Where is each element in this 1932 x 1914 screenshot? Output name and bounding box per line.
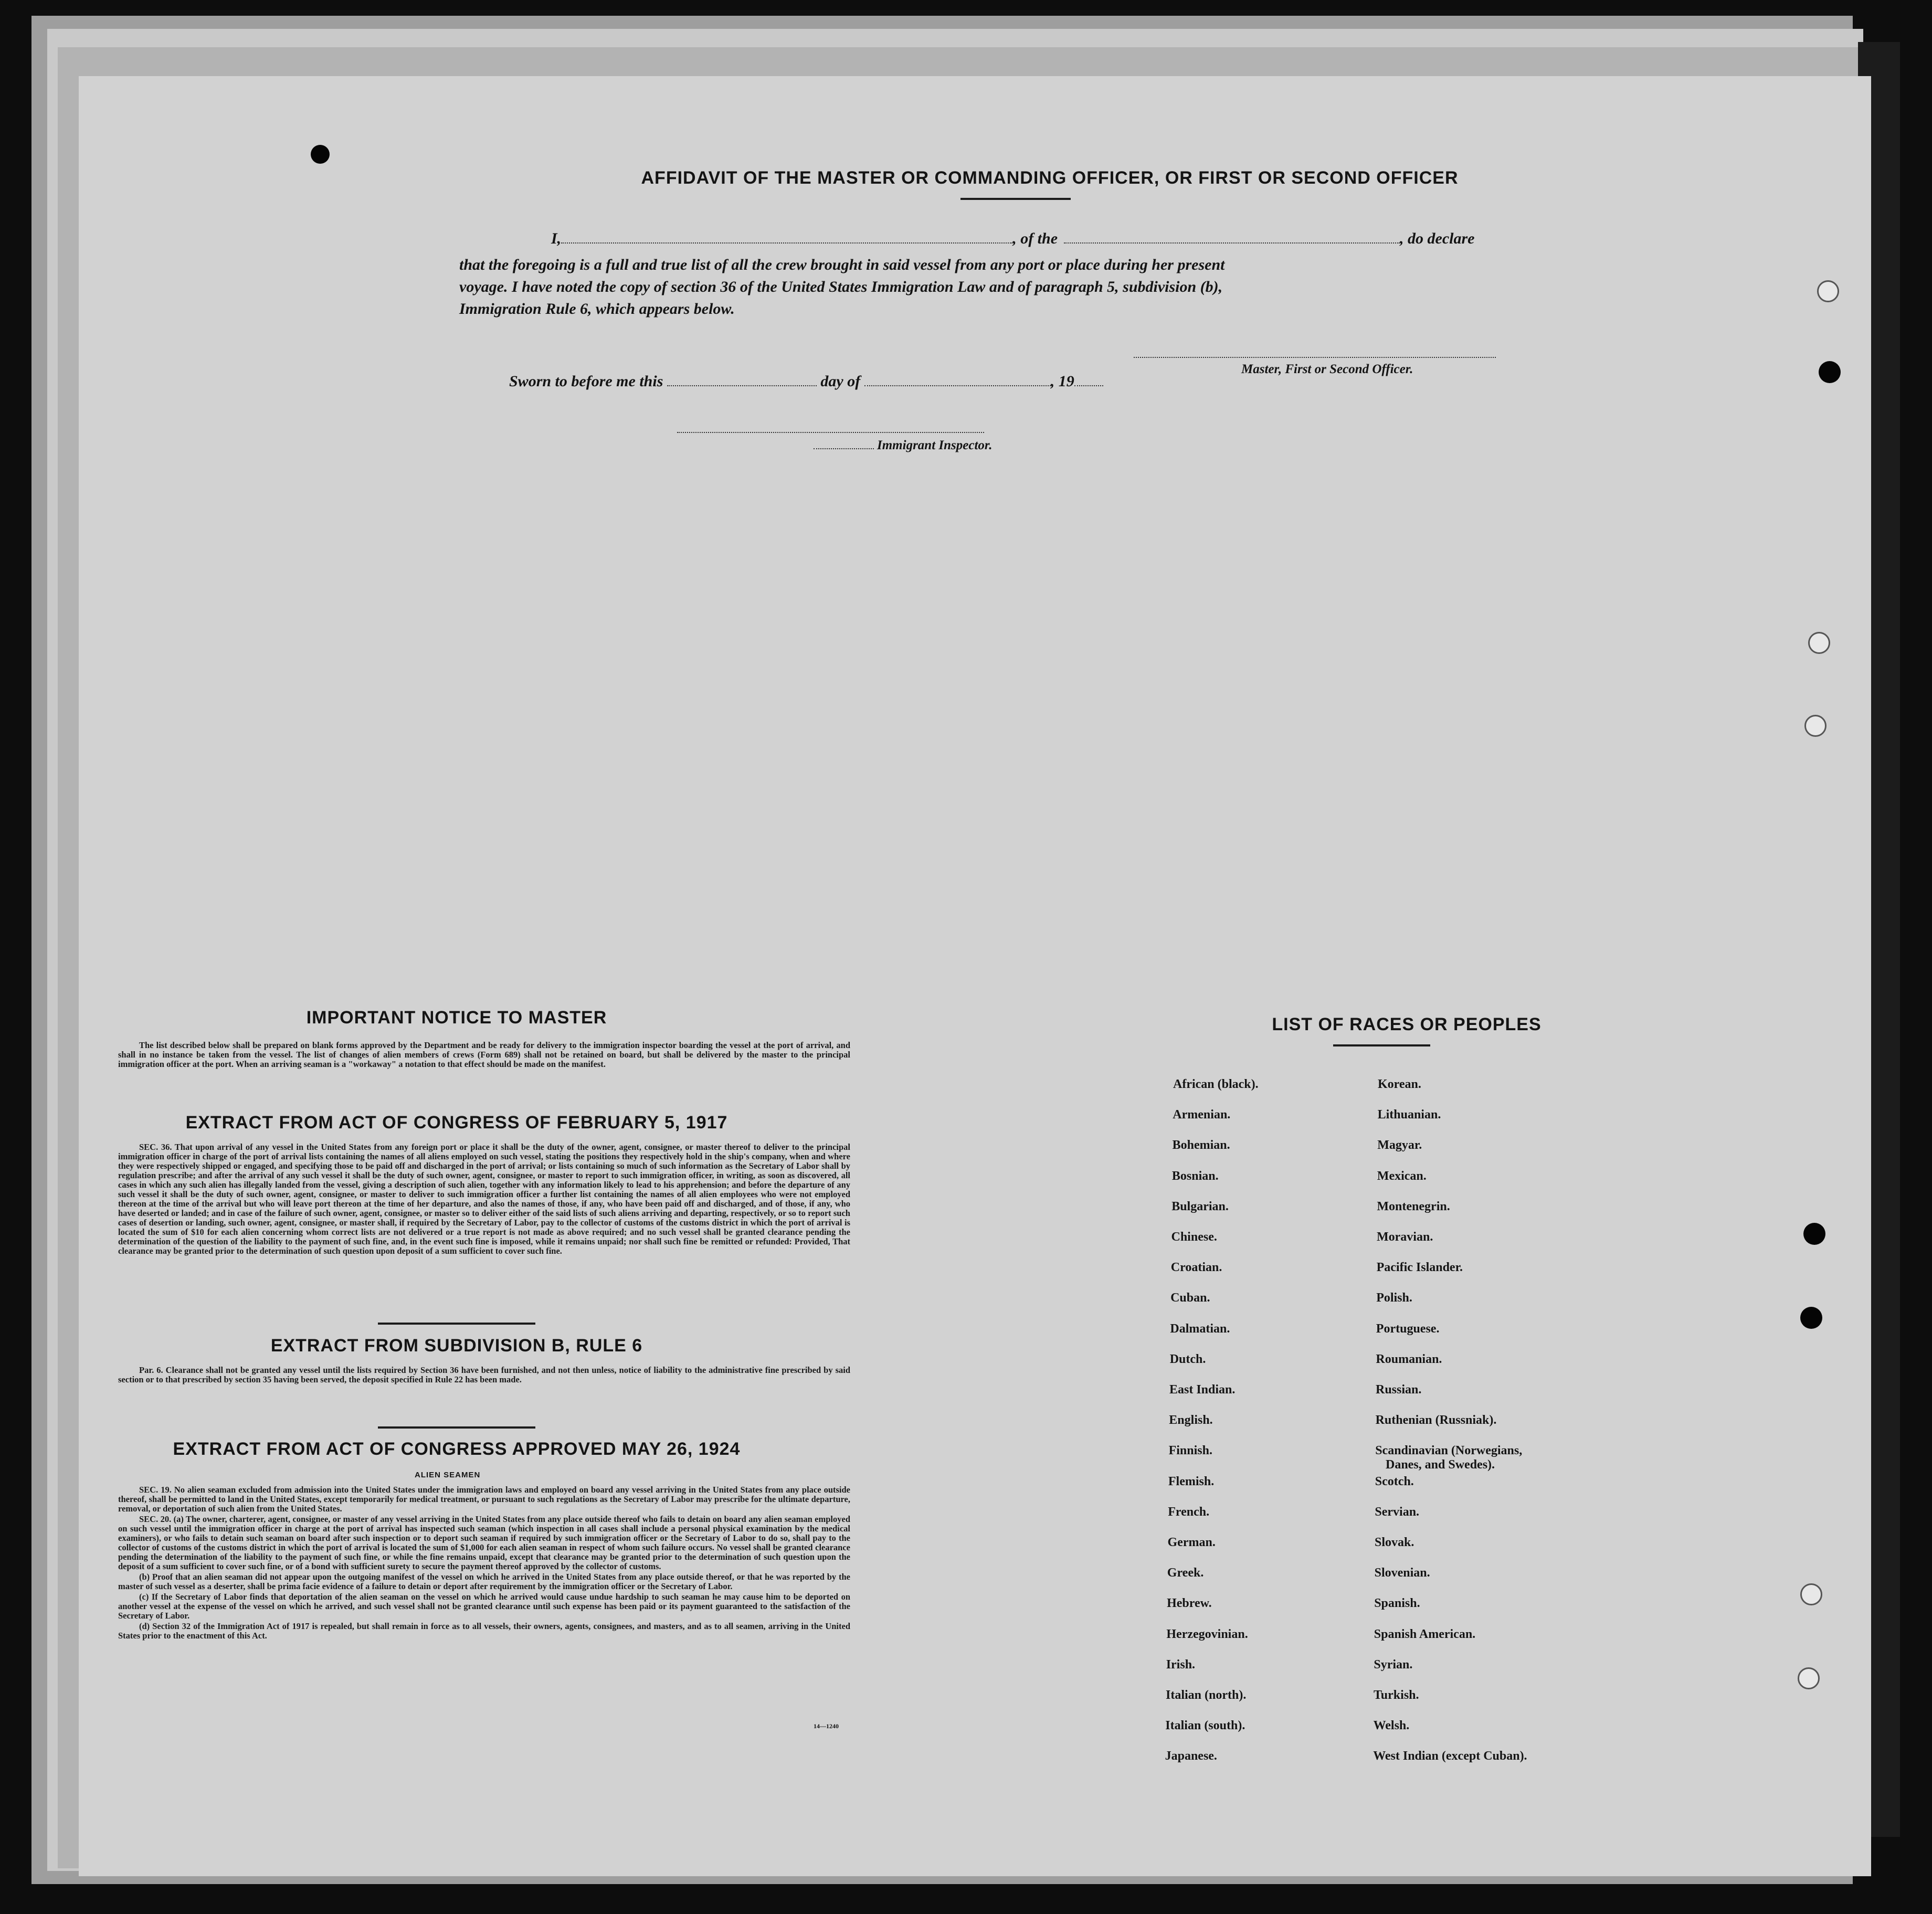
race-item: Croatian. xyxy=(1170,1261,1222,1275)
sworn-year: , 19 xyxy=(1050,373,1074,390)
punch-hole xyxy=(1798,1667,1820,1689)
race-item: Portuguese. xyxy=(1376,1321,1440,1336)
race-item: Pacific Islander. xyxy=(1376,1261,1463,1275)
affidavit-line-2: that the foregoing is a full and true list of all the crew brought in said vessel from any port or place during her present xyxy=(459,256,1225,273)
sworn-month-blank[interactable] xyxy=(864,385,1051,386)
punch-hole xyxy=(1800,1307,1822,1329)
section-20a-paragraph: SEC. 20. (a) The owner, charterer, agent, consignee, or master of any vessel arriving in the United States from any place outside thereof who fails to detain on board any alien seaman employed on such vessel until the immigration officer in charge at the port of arrival has inspected such seaman (which inspection in all cases shall include a personal physical examination by the medical examiners), or who fails to detain such seaman on board after such inspection or to deport such seaman if required by such immigration officer or the Secretary of Labor to do so, shall pay to the collector of customs of the customs district in which the port of arrival is located the sum of $1,000 for each alien seaman in respect of whom such failure occurs. No vessel shall be granted clearance pending the determination of the liability to the payment of such fine, or while the fine remains unpaid, except that clearance may be granted prior to the determination of such question upon the deposit of a sum sufficient to cover such fine, or of a bond with sufficient surety to secure the payment thereof approved by the collector of customs. xyxy=(118,1514,850,1571)
race-item: Herzegovinian. xyxy=(1166,1627,1248,1641)
affidavit-do-declare: , do declare xyxy=(1400,230,1475,247)
extract-rule6-text xyxy=(118,1366,850,1386)
race-item: Scandinavian (Norwegians, xyxy=(1375,1444,1523,1458)
race-item: English. xyxy=(1169,1413,1213,1427)
divider xyxy=(960,198,1071,200)
rule6-paragraph: Par. 6. Clearance shall not be granted any vessel until the lists required by Section 36 have been furnished, and not then unless, notice of liability to the administrative fine prescribed by said section or to that prescribed by section 35 having been served, the deposit specified in Rule 22 has been made. xyxy=(118,1365,850,1384)
section-20c-paragraph: (c) If the Secretary of Labor finds that deportation of the alien seaman on the vessel on which he arrived would cause undue hardship to such seaman he may cause him to be deported on another vessel at the expense of the vessel on which he arrived, and such vessel shall not be granted clearance until such expense has been paid or its payment guaranteed to the satisfaction of the Secretary of Labor. xyxy=(118,1592,850,1621)
notice-title: IMPORTANT NOTICE TO MASTER xyxy=(306,1008,607,1028)
race-item: Cuban. xyxy=(1170,1291,1210,1305)
races-title: LIST OF RACES OR PEOPLES xyxy=(1272,1014,1542,1034)
affidavit-line-1 xyxy=(514,230,1474,248)
race-item: Ruthenian (Russniak). xyxy=(1375,1413,1497,1427)
divider xyxy=(1333,1044,1430,1046)
race-item: Japanese. xyxy=(1165,1749,1217,1763)
alien-seamen-subtitle: ALIEN SEAMEN xyxy=(415,1471,481,1479)
form-number: 14—1240 xyxy=(814,1722,839,1730)
race-item: Hebrew. xyxy=(1167,1596,1212,1611)
divider xyxy=(378,1323,535,1325)
race-item: Russian. xyxy=(1376,1383,1422,1397)
race-item: Bosnian. xyxy=(1171,1169,1219,1183)
race-item: West Indian (except Cuban). xyxy=(1373,1749,1527,1763)
race-item: Magyar. xyxy=(1377,1138,1422,1152)
race-item: Bulgarian. xyxy=(1171,1199,1229,1213)
punch-hole xyxy=(311,145,330,164)
divider xyxy=(378,1426,535,1429)
sworn-line xyxy=(509,373,1103,390)
master-signature-line[interactable] xyxy=(1134,357,1496,358)
inspector-label-text: Immigrant Inspector. xyxy=(877,438,993,452)
affidavit-line-4: Immigration Rule 6, which appears below. xyxy=(459,300,735,318)
punch-hole xyxy=(1819,361,1841,383)
section-36-paragraph: SEC. 36. That upon arrival of any vessel in the United States from any foreign port or place it shall be the duty of the owner, agent, consignee, or master thereof to deliver to the principal immigration officer in charge of the port of arrival lists containing the names of all aliens employed on such vessel, stating the positions they respectively hold in the ship's company, when and where they were respectively shipped or engaged, and specifying those to be paid off and discharged in the port of arrival; or lists containing so much of such information as the Secretary of Labor shall by regulation prescribe; and after the arrival of any such vessel it shall be the duty of such owner, agent, consignee, or master to report to such immigration officer, in writing, as soon as discovered, all cases in which any such alien has illegally landed from the vessel, giving a description of such alien, together with any information likely to lead to his apprehension; and before the departure of any such vessel it shall be the duty of such owner, agent, consignee, or master to deliver to such immigration officer a further list containing the names of all alien employees who were not employed thereon at the time of the arrival but who will leave port thereon at the time of her departure, and also the names of those, if any, who have been paid off and discharged, and of those, if any, who have deserted or landed; and in case of the failure of such owner, agent, consignee, or master so to deliver either of the said lists of such aliens arriving and departing, respectively, or so to report such cases of desertion or landing, such owner, agent, consignee, or master shall, if required by the Secretary of Labor, pay to the collector of customs of the customs district in which the port of arrival is located the sum of $10 for each alien concerning whom correct lists are not delivered or a true report is not made as above required; and no such vessel shall be granted clearance pending the determination of the question of the liability to the payment of such fine, and, in the event such fine is imposed, while it remains unpaid; nor shall such fine be remitted or refunded: Provided, That clearance may be granted prior to the determination of such question upon deposit of a sum sufficient to cover such fine. xyxy=(118,1142,850,1256)
affidavit-title: AFFIDAVIT OF THE MASTER OR COMMANDING OFFICER, OR FIRST OR SECOND OFFICER xyxy=(641,168,1459,188)
race-item: Scotch. xyxy=(1375,1474,1414,1488)
extract-1924-text xyxy=(118,1485,850,1642)
extract-rule6-title: EXTRACT FROM SUBDIVISION B, RULE 6 xyxy=(270,1336,643,1356)
race-item: Welsh. xyxy=(1373,1719,1410,1733)
punch-hole xyxy=(1817,280,1839,302)
race-item: Spanish. xyxy=(1374,1596,1420,1611)
inspector-signature-line[interactable] xyxy=(677,432,984,433)
extract-1924-title: EXTRACT FROM ACT OF CONGRESS APPROVED MAY 26, 1924 xyxy=(173,1439,741,1459)
race-item: Spanish American. xyxy=(1374,1627,1476,1641)
race-item: Finnish. xyxy=(1168,1444,1212,1458)
section-19-paragraph: SEC. 19. No alien seaman excluded from admission into the United States under the immigration laws and employed on board any vessel arriving in the United States from any place outside thereof, shall be permitted to land in the United States, except temporarily for medical treatment, or pursuant to such regulations as the Secretary of Labor may prescribe for the ultimate departure, removal, or deportation of such alien from the United States. xyxy=(118,1485,850,1514)
notice-paragraph: The list described below shall be prepared on blank forms approved by the Department and be ready for delivery to the immigration inspector boarding the vessel at the port of arrival, and shall in no instance be taken from the vessel. The list of changes of alien members of crews (Form 689) shall not be retained on board, but shall be delivered by the master to the principal immigration officer at the port. When an arriving seaman is a "workaway" a notation to that effect should be made on the manifest. xyxy=(118,1040,850,1069)
race-item: Syrian. xyxy=(1374,1657,1413,1672)
race-item: Slovak. xyxy=(1375,1536,1414,1549)
race-item: Flemish. xyxy=(1168,1474,1215,1488)
race-item: African (black). xyxy=(1173,1077,1259,1091)
race-item: Mexican. xyxy=(1377,1169,1427,1183)
race-item: German. xyxy=(1167,1536,1216,1549)
race-item: Dutch. xyxy=(1169,1352,1206,1366)
race-item: Greek. xyxy=(1167,1566,1204,1580)
section-20b-paragraph: (b) Proof that an alien seaman did not appear upon the outgoing manifest of the vessel on which he arrived in the United States from any place outside thereof, or that he was reported by the master of such vessel as a deserter, shall be prima facie evidence of a failure to detain or deport after requirement by the immigration officer or the Secretary of Labor. xyxy=(118,1572,850,1591)
race-item: Armenian. xyxy=(1173,1108,1231,1122)
race-item: Irish. xyxy=(1166,1657,1196,1672)
race-item: Moravian. xyxy=(1377,1230,1433,1244)
race-item: Slovenian. xyxy=(1374,1566,1430,1580)
extract-1917-title: EXTRACT FROM ACT OF CONGRESS OF FEBRUARY 5, 1917 xyxy=(185,1113,728,1133)
punch-hole xyxy=(1800,1583,1822,1605)
sworn-prefix: Sworn to before me this xyxy=(509,373,663,390)
race-item: Chinese. xyxy=(1171,1230,1217,1244)
race-item: Roumanian. xyxy=(1376,1352,1442,1366)
extract-1917-text xyxy=(118,1143,850,1257)
manifest-page xyxy=(79,76,1871,1876)
race-item: Korean. xyxy=(1378,1077,1421,1091)
race-item: Turkish. xyxy=(1374,1688,1419,1702)
race-item: Danes, and Swedes). xyxy=(1386,1458,1495,1472)
vessel-blank[interactable] xyxy=(1064,242,1400,244)
section-20d-paragraph: (d) Section 32 of the Immigration Act of 1917 is repealed, but shall remain in force as to all vessels, their owners, agents, consignees, and masters, and as to all seamen, arriving in the United States prior to the enactment of this Act. xyxy=(118,1621,850,1641)
inspector-label xyxy=(814,438,993,453)
race-item: Polish. xyxy=(1376,1291,1412,1305)
sworn-day-blank[interactable] xyxy=(667,385,817,386)
affidavit-line-3: voyage. I have noted the copy of section 36 of the United States Immigration Law and of paragraph 5, subdivision (b), xyxy=(459,278,1223,295)
race-item: Montenegrin. xyxy=(1377,1199,1450,1213)
race-item: Servian. xyxy=(1375,1505,1420,1519)
affidavit-i: I, xyxy=(551,230,562,247)
sworn-year-blank[interactable] xyxy=(1074,385,1103,386)
affidavit-of-the: , of the xyxy=(1012,230,1058,247)
race-item: Italian (south). xyxy=(1165,1719,1245,1733)
inspector-blank xyxy=(814,448,874,449)
race-item: Italian (north). xyxy=(1166,1688,1247,1702)
race-item: French. xyxy=(1168,1505,1210,1519)
race-item: Lithuanian. xyxy=(1377,1108,1441,1122)
punch-hole xyxy=(1808,632,1830,654)
notice-text xyxy=(118,1041,850,1070)
race-item: Dalmatian. xyxy=(1170,1321,1230,1336)
name-blank[interactable] xyxy=(561,242,1012,244)
race-item: Bohemian. xyxy=(1172,1138,1230,1152)
sworn-day-of: day of xyxy=(820,373,861,390)
punch-hole xyxy=(1803,1223,1825,1245)
punch-hole xyxy=(1804,715,1827,737)
race-item: East Indian. xyxy=(1169,1383,1236,1397)
master-label: Master, First or Second Officer. xyxy=(1241,362,1413,376)
